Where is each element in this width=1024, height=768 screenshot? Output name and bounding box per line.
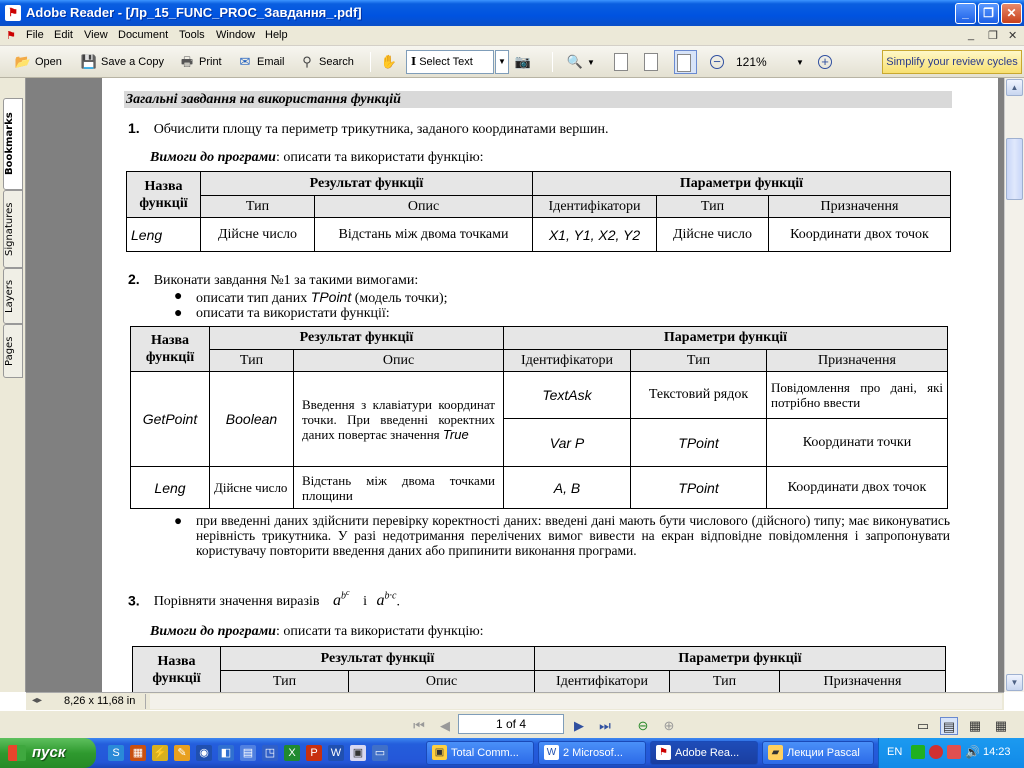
zoom-in-magnifier-icon: 🔍 xyxy=(566,54,584,70)
table-cell: Координати точки xyxy=(767,419,948,467)
header-desc: Опис xyxy=(349,671,535,693)
header-params: Параметри функції xyxy=(533,172,951,196)
page-icon xyxy=(677,54,691,72)
table-cell: TPoint xyxy=(631,419,767,467)
header-purpose: Призначення xyxy=(780,671,946,693)
table-cell: Leng xyxy=(127,218,201,252)
task-text: Виконати завдання №1 за такими вимогами: xyxy=(153,273,419,288)
language-indicator[interactable]: EN xyxy=(887,746,903,758)
powerpoint-icon[interactable]: P xyxy=(306,745,322,761)
zoom-in-button[interactable] xyxy=(818,52,835,72)
previous-page-icon[interactable]: ◀ xyxy=(440,718,450,733)
table-cell: GetPoint xyxy=(131,372,210,467)
requirements-text: : описати та використати функцію: xyxy=(275,150,484,165)
snapshot-button[interactable] xyxy=(514,52,535,72)
table-cell: TPoint xyxy=(631,467,767,509)
header-name: Назва функції xyxy=(127,172,201,218)
functions-table-2 xyxy=(130,326,948,509)
tab-signatures[interactable]: Signatures xyxy=(3,190,23,268)
quicklaunch-icon[interactable]: ◳ xyxy=(262,745,278,761)
task-text: Обчислити площу та периметр трикутника, заданого координатами вершин. xyxy=(153,122,609,137)
task-number: 3. xyxy=(128,592,140,609)
header-result: Результат функції xyxy=(210,327,504,350)
header-purpose: Призначення xyxy=(769,196,951,218)
bullet-icon: ● xyxy=(174,289,183,304)
volume-icon[interactable]: 🔊 xyxy=(965,745,980,759)
toolbar-separator xyxy=(552,52,553,72)
resize-arrows-icon[interactable]: ◂▸ xyxy=(32,695,43,706)
quicklaunch-icon[interactable]: ◧ xyxy=(218,745,234,761)
header-result: Результат функції xyxy=(201,172,533,196)
header-ids: Ідентифікатори xyxy=(533,196,657,218)
search-button[interactable]: ⚲ Search xyxy=(298,52,354,72)
functions-table-1 xyxy=(126,171,951,252)
close-button[interactable]: ✕ xyxy=(1001,3,1022,24)
open-button[interactable]: 📂 Open xyxy=(14,54,62,70)
next-page-icon[interactable]: ▶ xyxy=(574,718,584,733)
select-text-button[interactable]: I Select Text xyxy=(406,50,494,74)
hand-icon: ✋ xyxy=(380,54,398,70)
requirements-text: : описати та використати функцію: xyxy=(275,624,484,639)
zoom-level-field[interactable]: 121% xyxy=(736,55,767,69)
header-params: Параметри функції xyxy=(535,647,946,671)
menu-help[interactable]: Help xyxy=(265,29,288,41)
menu-bar xyxy=(0,26,1024,46)
task-pascal-lectures[interactable]: ▰ Лекции Pascal xyxy=(762,741,874,765)
skype-icon[interactable]: S xyxy=(108,745,124,761)
table-cell: Дійсне число xyxy=(201,218,315,252)
word-icon[interactable]: W xyxy=(328,745,344,761)
expression-2: $a^{b\cdot c}$ xyxy=(376,591,397,610)
table-cell: Текстовий рядок xyxy=(631,372,767,419)
section-header: Загальні завдання на використання функцій xyxy=(124,91,952,108)
folder-icon: 📂 xyxy=(14,54,32,70)
tray-app-icon[interactable] xyxy=(929,745,943,759)
task-total-commander[interactable]: ▣ Total Comm... xyxy=(426,741,534,765)
table-cell: Дійсне число xyxy=(657,218,769,252)
start-button[interactable]: пуск xyxy=(0,738,96,768)
header-ids: Ідентифікатори xyxy=(504,350,631,372)
table-cell: Координати двох точок xyxy=(767,467,948,509)
bullet-icon: ● xyxy=(174,306,183,321)
table-cell: Leng xyxy=(131,467,210,509)
header-type: Тип xyxy=(201,196,315,218)
menu-tools[interactable]: Tools xyxy=(179,29,205,41)
fit-page-button[interactable] xyxy=(644,52,661,72)
header-name: Назва функції xyxy=(131,327,210,372)
menu-edit[interactable]: Edit xyxy=(54,29,73,41)
doc-restore-icon[interactable]: ❐ xyxy=(988,30,998,42)
adobe-reader-icon: ⚑ xyxy=(5,5,21,21)
page-size-label: 8,26 x 11,68 in xyxy=(34,694,146,709)
disk-icon: 💾 xyxy=(80,54,98,70)
document-viewport[interactable] xyxy=(26,78,1004,692)
header-result: Результат функції xyxy=(221,647,535,671)
expression-1: $a^{bc}$ xyxy=(333,588,350,610)
toolbar-separator xyxy=(370,52,371,72)
header-type: Тип xyxy=(210,350,294,372)
folder-icon: ▰ xyxy=(768,745,783,760)
fit-width-button[interactable] xyxy=(674,50,697,74)
header-purpose: Призначення xyxy=(767,350,948,372)
quicklaunch-icon[interactable]: ▣ xyxy=(350,745,366,761)
word-icon: W xyxy=(544,745,559,760)
navigation-panel xyxy=(0,78,26,692)
simplify-review-button[interactable]: Simplify your review cycles xyxy=(882,50,1022,74)
plus-icon: + xyxy=(818,55,832,69)
table-cell: TextAsk xyxy=(504,372,631,419)
tab-bookmarks[interactable]: Bookmarks xyxy=(3,98,23,190)
page-icon xyxy=(614,53,628,71)
text-cursor-icon: I xyxy=(411,55,417,68)
minimize-button[interactable]: _ xyxy=(955,3,976,24)
header-ids: Ідентифікатори xyxy=(535,671,670,693)
continuous-facing-icon[interactable]: ▦ xyxy=(994,718,1008,733)
facing-pages-icon[interactable]: ▦ xyxy=(968,718,982,733)
scroll-up-icon[interactable]: ▲ xyxy=(1006,79,1023,96)
quicklaunch-icon[interactable]: ▤ xyxy=(240,745,256,761)
bullet-item: ● описати тип даних TPoint (модель точки); xyxy=(174,289,448,306)
save-copy-button[interactable]: 💾 Save a Copy xyxy=(80,54,164,70)
bullet-item: ● описати та використати функції: xyxy=(174,306,390,321)
minus-icon: − xyxy=(710,55,724,69)
table-cell: Координати двох точок xyxy=(769,218,951,252)
table-cell: X1, Y1, X2, Y2 xyxy=(533,218,657,252)
zoom-tool-button[interactable] xyxy=(566,52,595,72)
actual-size-button[interactable] xyxy=(614,52,631,72)
first-page-icon[interactable]: ⏮ xyxy=(413,718,425,733)
header-params: Параметри функції xyxy=(504,327,948,350)
task-number: 1. xyxy=(128,120,140,136)
page-icon xyxy=(644,53,658,71)
quicklaunch-icon[interactable]: ▦ xyxy=(130,745,146,761)
requirements-label: Вимоги до програми xyxy=(150,624,276,639)
go-back-icon[interactable]: ⊖ xyxy=(637,718,649,733)
go-forward-icon[interactable]: ⊕ xyxy=(663,718,675,733)
printer-icon: 🖶 xyxy=(180,54,194,70)
quicklaunch-icon[interactable]: ✎ xyxy=(174,745,190,761)
email-button[interactable]: ✉ Email xyxy=(236,52,285,72)
pdf-page: Загальні завдання на використання функцій 1. Обчислити площу та периметр трикутника, заданого координатами вершин. Вимоги до програми: описати та використати функцію: Назва функції Результат функції Параметри функції Тип Опис Ідентифікатори Тип Призначення Leng Дійсне число Відстань між двома точками X1, Y1, X2, Y2 Дійсне число Координати двох точок 2. Виконати завдання №1 за такими вимогами: ● описати тип даних TPoint (модель точки); ● описати та використати функції: Назва функції Результат функції Параметри функції Тип Опис Ідентифікатори Тип Призначення GetPoint Boolean Введення з клавіатури координат точки. При введенні коректних даних повертає значення True TextAsk Текстовий рядок Повідомлення про дані, які потрібно ввести Var P TPoint Координати точки Leng Дійсне число Відстань між двома точками площини A, B TPoint Координати двох точок ● при введенні даних здійснити перевірку коректності даних: введені дані мають бути числового (дійсного) типу; має виконуватись нерівність трикутника. У разі недотримання перелічених вимог вивести на екран відповідне повідомлення і запропонувати користувачу повторити введення даних або припинити виконання програми. 3. Порівняти значення виразів $a^{bc}$ і $a^{b\cdot c}$. Вимоги до програми: описати та використати функцію: Назва функції Результат функції Параметри функції Тип Опис Ідентифікатори Тип Призначення xyxy=(102,78,998,692)
menu-view[interactable]: View xyxy=(84,29,108,41)
tray-app-icon[interactable] xyxy=(947,745,961,759)
maximize-button[interactable]: ❐ xyxy=(978,3,999,24)
horizontal-scrollbar[interactable] xyxy=(150,694,1002,709)
header-type: Тип xyxy=(221,671,349,693)
functions-table-3 xyxy=(132,646,946,692)
adobe-reader-icon: ⚑ xyxy=(656,745,671,760)
header-name: Назва функції xyxy=(133,647,221,693)
continuous-page-icon[interactable]: ▤ xyxy=(940,717,958,735)
chevron-down-icon: ▼ xyxy=(498,57,506,66)
table-cell: A, B xyxy=(504,467,631,509)
quicklaunch-icon[interactable]: ⚡ xyxy=(153,747,167,759)
header-desc: Опис xyxy=(294,350,504,372)
page-number-field[interactable]: 1 of 4 xyxy=(458,714,564,734)
window-title: Adobe Reader - [Лр_15_FUNC_PROC_Завдання_.pdf] xyxy=(26,5,362,20)
header-ptype: Тип xyxy=(631,350,767,372)
hand-tool-button[interactable] xyxy=(380,52,401,72)
task-adobe-reader[interactable]: ⚑ Adobe Rea... xyxy=(650,741,758,765)
document-icon: ⚑ xyxy=(6,30,16,42)
header-desc: Опис xyxy=(315,196,533,218)
quicklaunch-icon[interactable]: ▭ xyxy=(372,745,388,761)
header-ptype: Тип xyxy=(670,671,780,693)
bullet-icon: ● xyxy=(174,513,183,528)
print-button[interactable]: 🖶 Print xyxy=(178,52,222,72)
tray-app-icon[interactable] xyxy=(911,745,925,759)
total-commander-icon: ▣ xyxy=(432,745,447,760)
chevron-down-icon: ▼ xyxy=(587,58,595,67)
task-microsoft-word[interactable]: W 2 Microsof... xyxy=(538,741,646,765)
table-cell: Var P xyxy=(504,419,631,467)
menu-file[interactable]: File xyxy=(26,29,44,41)
table-cell: Дійсне число xyxy=(210,467,294,509)
select-tool-dropdown[interactable] xyxy=(495,50,509,74)
camera-icon: 📷 xyxy=(514,54,532,70)
tab-pages[interactable]: Pages xyxy=(3,324,23,378)
task-text: Порівняти значення виразів xyxy=(153,594,320,610)
table-cell: Введення з клавіатури координат точки. При введенні коректних даних повертає значення True xyxy=(294,372,504,467)
menu-window[interactable]: Window xyxy=(216,29,256,41)
binoculars-icon: ⚲ xyxy=(302,54,312,70)
chevron-down-icon: ▼ xyxy=(796,58,804,67)
bullet-item: ● при введенні даних здійснити перевірку коректності даних: введені дані мають бути числового (дійсного) типу; має виконуватись нерівність трикутника. У разі недотримання перелічених вимог вивести на екран відповідне повідомлення і запропонувати користувачу повторити введення даних або припинити виконання програми. xyxy=(174,513,950,558)
last-page-icon[interactable]: ⏭ xyxy=(599,718,611,733)
quicklaunch-icon[interactable]: ◉ xyxy=(196,745,212,761)
header-ptype: Тип xyxy=(657,196,769,218)
doc-minimize-icon[interactable]: _ xyxy=(968,29,975,41)
vertical-scrollbar[interactable] xyxy=(1004,78,1024,692)
zoom-out-button[interactable] xyxy=(710,52,727,72)
title-bar[interactable] xyxy=(0,0,1024,26)
menu-document[interactable]: Document xyxy=(118,29,169,41)
scroll-thumb[interactable] xyxy=(1006,138,1023,200)
doc-close-icon[interactable]: ✕ xyxy=(1008,30,1018,42)
table-cell: Відстань між двома точками xyxy=(315,218,533,252)
table-cell: Boolean xyxy=(210,372,294,467)
scroll-down-icon[interactable]: ▼ xyxy=(1006,674,1023,691)
table-cell: Повідомлення про дані, які потрібно ввести xyxy=(767,372,948,419)
windows-flag-icon xyxy=(8,745,26,761)
tab-layers[interactable]: Layers xyxy=(3,268,23,324)
table-cell: Відстань між двома точками площини xyxy=(294,467,504,509)
toolbar xyxy=(0,46,1024,78)
conjunction: і xyxy=(363,594,367,610)
requirements-label: Вимоги до програми xyxy=(150,150,276,165)
email-icon: ✉ xyxy=(239,54,251,70)
system-tray xyxy=(878,738,1024,768)
task-number: 2. xyxy=(128,271,140,287)
single-page-icon[interactable]: ▭ xyxy=(916,718,930,733)
clock: 14:23 xyxy=(983,746,1011,758)
excel-icon[interactable]: X xyxy=(284,745,300,761)
